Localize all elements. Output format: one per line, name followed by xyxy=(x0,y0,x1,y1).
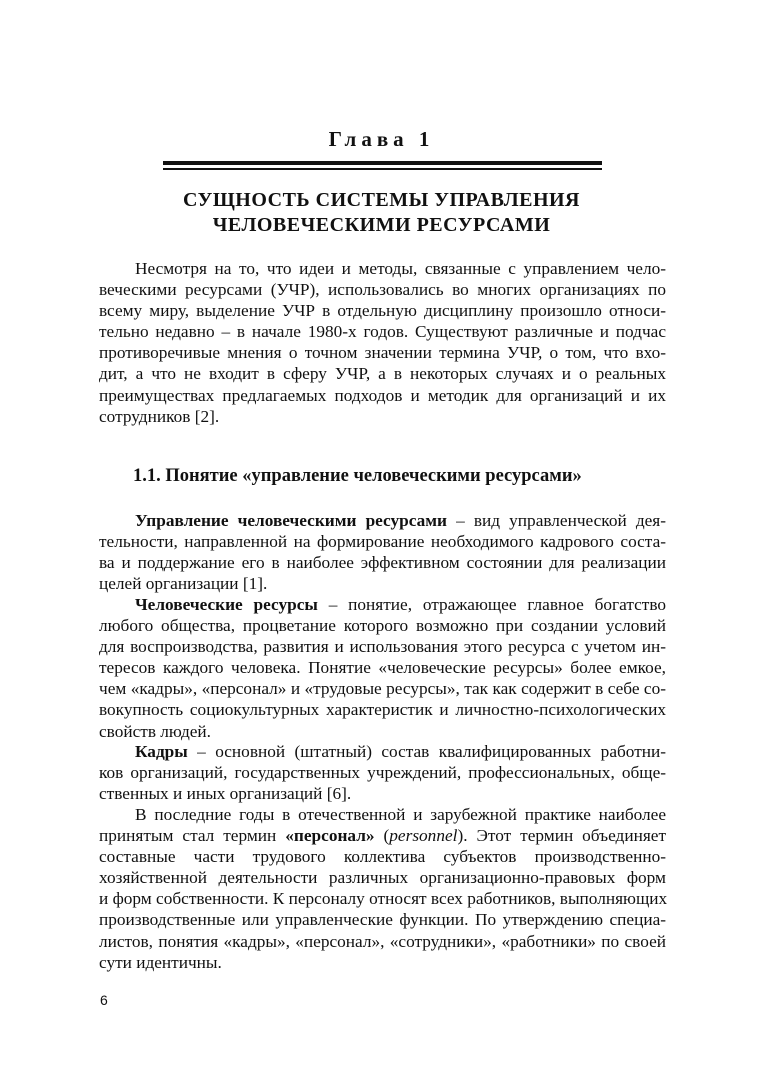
text-line: свойств людей. xyxy=(99,721,211,741)
text-line: любого общества, процветание которого возможно при создании условий xyxy=(99,616,666,636)
definition-paragraph-human-resources xyxy=(99,594,666,742)
text-line: целей организации [1]. xyxy=(99,574,268,594)
text-line xyxy=(99,825,666,846)
text-line xyxy=(99,741,666,762)
text-line xyxy=(99,594,666,615)
text-run: принятым стал термин xyxy=(99,826,286,846)
text-line: тересов каждого человека. Понятие «человеческие ресурсы» более емкое, xyxy=(99,658,666,678)
text-line: дит, а что не входит в сферу УЧР, а в некоторых случаях и о реальных xyxy=(99,364,666,384)
text-line: листов, понятия «кадры», «персонал», «сотрудники», «работники» по своей xyxy=(99,931,666,951)
text-line: всему миру, выделение УЧР в отдельную дисциплину произошло относи- xyxy=(99,301,666,321)
text-line: сути идентичны. xyxy=(99,952,222,972)
chapter-rule xyxy=(163,161,602,170)
text-line: вокупность социокультурных характеристик и личностно-психологических xyxy=(99,700,666,720)
chapter-rule-thin xyxy=(163,168,602,170)
text-run: ( xyxy=(374,826,390,846)
text-line: чем «кадры», «персонал» и «трудовые ресурсы», так как содержит в себе со- xyxy=(99,679,666,699)
text-line: тельно недавно – в начале 1980-х годов. Существуют различные и подчас xyxy=(99,322,666,342)
section-heading: 1.1. Понятие «управление человеческими ресурсами» xyxy=(133,466,582,486)
page-number: 6 xyxy=(100,992,108,1008)
chapter-title xyxy=(0,188,763,238)
term-bold: Управление человеческими ресурсами xyxy=(135,511,448,530)
text-run: – понятие, отражающее главное богатство xyxy=(317,595,666,614)
text-line: противоречивые мнения о точном значении термина УЧР, о том, что вхо- xyxy=(99,343,666,363)
term-bold: «персонал» xyxy=(285,826,375,846)
text-line: сотрудников [2]. xyxy=(99,406,220,426)
term-italic: personnel xyxy=(389,826,458,846)
text-line: В последние годы в отечественной и зарубежной практике наиболее xyxy=(135,805,666,824)
text-line: тельности, направленной на формирование необходимого кадрового соста- xyxy=(99,532,666,552)
text-line xyxy=(99,510,666,531)
text-line: преимуществах предлагаемых подходов и методик для организаций и их xyxy=(99,385,666,405)
text-run: – вид управленческой дея- xyxy=(447,511,666,530)
text-run: – основной (штатный) состав квалифицированных работни- xyxy=(187,742,666,761)
text-line: хозяйственной деятельности различных организационно-правовых форм xyxy=(99,868,666,888)
text-line: составные части трудового коллектива субъектов производственно- xyxy=(99,847,666,867)
text-line: Несмотря на то, что идеи и методы, связанные с управлением чело- xyxy=(135,259,666,278)
text-line: ственных и иных организаций [6]. xyxy=(99,784,352,804)
term-bold: Человеческие ресурсы xyxy=(135,595,318,614)
definition-paragraph-hrm xyxy=(99,510,666,594)
definition-paragraph-personnel xyxy=(99,804,666,973)
text-line: ва и поддержание его в наиболее эффективном состоянии для реализации xyxy=(99,553,666,573)
chapter-rule-thick xyxy=(163,161,602,165)
chapter-title-line: ЧЕЛОВЕЧЕСКИМИ РЕСУРСАМИ xyxy=(212,214,551,236)
text-line: для воспроизводства, развития и использования этого ресурса с учетом ин- xyxy=(99,637,666,657)
text-line: ков организаций, государственных учреждений, профессиональных, обще- xyxy=(99,763,666,783)
text-line: и форм собственности. К персоналу относят всех работников, выполняющих xyxy=(99,889,668,909)
definition-paragraph-cadres xyxy=(99,741,666,804)
term-bold: Кадры xyxy=(135,742,188,761)
text-line: производственные или управленческие функции. По утверждению специа- xyxy=(99,910,666,930)
intro-paragraph xyxy=(99,258,666,427)
text-run: ). Этот термин объединяет xyxy=(457,826,667,846)
chapter-label: Глава 1 xyxy=(328,127,435,151)
chapter-title-line: СУЩНОСТЬ СИСТЕМЫ УПРАВЛЕНИЯ xyxy=(182,189,581,211)
text-line: веческими ресурсами (УЧР), использовались во многих организациях по xyxy=(99,280,666,300)
